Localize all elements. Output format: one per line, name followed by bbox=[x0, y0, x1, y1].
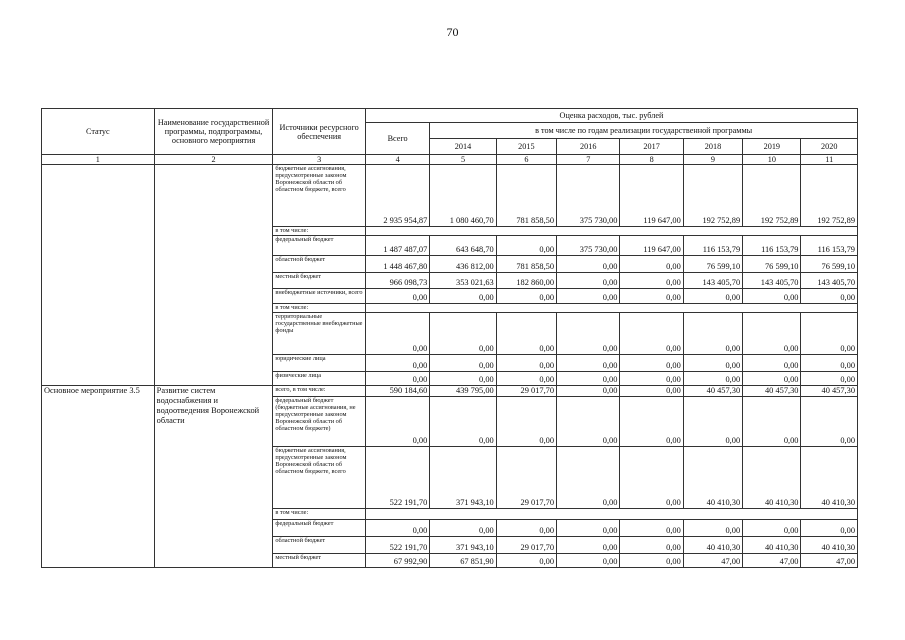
value-cell: 0,00 bbox=[620, 256, 683, 273]
header-sources: Источники ресурсного обеспечения bbox=[273, 109, 366, 155]
value-cell: 522 191,70 bbox=[365, 537, 429, 554]
value-cell: 0,00 bbox=[557, 386, 620, 397]
value-cell: 371 943,10 bbox=[430, 447, 496, 509]
value-cell: 0,00 bbox=[557, 355, 620, 372]
value-cell: 29 017,70 bbox=[496, 386, 556, 397]
value-cell: 781 858,50 bbox=[496, 256, 556, 273]
value-cell: 67 851,90 bbox=[430, 554, 496, 568]
value-cell: 0,00 bbox=[430, 355, 496, 372]
column-number: 10 bbox=[743, 155, 801, 165]
value-cell: 0,00 bbox=[683, 520, 742, 537]
value-cell: 29 017,70 bbox=[496, 447, 556, 509]
source-cell: областной бюджет bbox=[273, 537, 366, 554]
value-cell: 0,00 bbox=[496, 554, 556, 568]
source-cell: федеральный бюджет bbox=[273, 520, 366, 537]
value-cell: 0,00 bbox=[743, 313, 801, 355]
value-cell: 0,00 bbox=[620, 520, 683, 537]
column-number: 2 bbox=[154, 155, 273, 165]
value-cell: 192 752,89 bbox=[801, 165, 858, 227]
value-cell: 0,00 bbox=[496, 520, 556, 537]
column-number: 4 bbox=[365, 155, 429, 165]
value-cell: 47,00 bbox=[683, 554, 742, 568]
value-cell: 40 457,30 bbox=[683, 386, 742, 397]
header-year: 2014 bbox=[430, 139, 496, 155]
source-cell: областной бюджет bbox=[273, 256, 366, 273]
column-number: 3 bbox=[273, 155, 366, 165]
value-cell: 116 153,79 bbox=[743, 236, 801, 256]
value-cell: 143 405,70 bbox=[801, 273, 858, 289]
value-cell: 143 405,70 bbox=[743, 273, 801, 289]
value-cell: 0,00 bbox=[365, 397, 429, 447]
status-cell: Основное мероприятие 3.5 bbox=[42, 386, 155, 568]
value-cell: 0,00 bbox=[801, 355, 858, 372]
value-cell: 0,00 bbox=[496, 236, 556, 256]
value-cell: 76 599,10 bbox=[801, 256, 858, 273]
value-cell: 0,00 bbox=[683, 289, 742, 304]
empty-value-cell bbox=[365, 509, 857, 520]
value-cell: 0,00 bbox=[620, 447, 683, 509]
value-cell: 0,00 bbox=[557, 397, 620, 447]
value-cell: 116 153,79 bbox=[801, 236, 858, 256]
value-cell: 0,00 bbox=[801, 372, 858, 386]
column-number: 6 bbox=[496, 155, 556, 165]
value-cell: 0,00 bbox=[496, 372, 556, 386]
value-cell: 192 752,89 bbox=[743, 165, 801, 227]
value-cell: 0,00 bbox=[743, 355, 801, 372]
value-cell: 0,00 bbox=[557, 447, 620, 509]
value-cell: 40 457,30 bbox=[801, 386, 858, 397]
value-cell: 0,00 bbox=[430, 520, 496, 537]
source-cell: местный бюджет bbox=[273, 273, 366, 289]
value-cell: 2 935 954,87 bbox=[365, 165, 429, 227]
value-cell: 0,00 bbox=[365, 313, 429, 355]
value-cell: 371 943,10 bbox=[430, 537, 496, 554]
column-number: 7 bbox=[557, 155, 620, 165]
source-cell: бюджетные ассигнования, предусмотренные законом Воронежской области об областном бюджете, всего bbox=[273, 165, 366, 227]
value-cell: 47,00 bbox=[743, 554, 801, 568]
header-name: Наименование государственной программы, подпрограммы, основного мероприятия bbox=[154, 109, 273, 155]
value-cell: 590 184,60 bbox=[365, 386, 429, 397]
value-cell: 0,00 bbox=[743, 520, 801, 537]
value-cell: 353 021,63 bbox=[430, 273, 496, 289]
header-year: 2018 bbox=[683, 139, 742, 155]
source-cell: в том числе: bbox=[273, 227, 366, 236]
source-cell: бюджетные ассигнования, предусмотренные законом Воронежской области об областном бюджете, всего bbox=[273, 447, 366, 509]
value-cell: 0,00 bbox=[743, 397, 801, 447]
value-cell: 40 457,30 bbox=[743, 386, 801, 397]
value-cell: 0,00 bbox=[743, 372, 801, 386]
header-year: 2016 bbox=[557, 139, 620, 155]
value-cell: 0,00 bbox=[496, 397, 556, 447]
value-cell: 67 992,90 bbox=[365, 554, 429, 568]
value-cell: 0,00 bbox=[557, 520, 620, 537]
value-cell: 119 647,00 bbox=[620, 165, 683, 227]
value-cell: 0,00 bbox=[557, 372, 620, 386]
header-total: Всего bbox=[365, 123, 429, 155]
table-row bbox=[42, 165, 858, 227]
table-row bbox=[42, 386, 858, 397]
source-cell: в том числе: bbox=[273, 509, 366, 520]
value-cell: 781 858,50 bbox=[496, 165, 556, 227]
value-cell: 182 860,00 bbox=[496, 273, 556, 289]
value-cell: 116 153,79 bbox=[683, 236, 742, 256]
value-cell: 0,00 bbox=[620, 397, 683, 447]
source-cell: в том числе: bbox=[273, 304, 366, 313]
value-cell: 0,00 bbox=[743, 289, 801, 304]
value-cell: 0,00 bbox=[801, 313, 858, 355]
header-year: 2015 bbox=[496, 139, 556, 155]
value-cell: 143 405,70 bbox=[683, 273, 742, 289]
value-cell: 40 410,30 bbox=[683, 447, 742, 509]
value-cell: 0,00 bbox=[430, 397, 496, 447]
value-cell: 0,00 bbox=[801, 289, 858, 304]
value-cell: 0,00 bbox=[620, 372, 683, 386]
value-cell: 1 487 487,07 bbox=[365, 236, 429, 256]
value-cell: 522 191,70 bbox=[365, 447, 429, 509]
value-cell: 436 812,00 bbox=[430, 256, 496, 273]
value-cell: 966 098,73 bbox=[365, 273, 429, 289]
value-cell: 439 795,00 bbox=[430, 386, 496, 397]
value-cell: 192 752,89 bbox=[683, 165, 742, 227]
value-cell: 0,00 bbox=[430, 289, 496, 304]
header-estimate: Оценка расходов, тыс. рублей bbox=[365, 109, 857, 123]
value-cell: 0,00 bbox=[620, 537, 683, 554]
value-cell: 0,00 bbox=[365, 355, 429, 372]
column-number: 9 bbox=[683, 155, 742, 165]
source-cell: местный бюджет bbox=[273, 554, 366, 568]
value-cell: 40 410,30 bbox=[801, 447, 858, 509]
value-cell: 119 647,00 bbox=[620, 236, 683, 256]
value-cell: 0,00 bbox=[557, 273, 620, 289]
name-cell bbox=[154, 165, 273, 386]
value-cell: 0,00 bbox=[620, 355, 683, 372]
value-cell: 0,00 bbox=[557, 554, 620, 568]
value-cell: 0,00 bbox=[496, 355, 556, 372]
value-cell: 1 448 467,80 bbox=[365, 256, 429, 273]
value-cell: 29 017,70 bbox=[496, 537, 556, 554]
value-cell: 76 599,10 bbox=[743, 256, 801, 273]
value-cell: 0,00 bbox=[683, 355, 742, 372]
value-cell: 0,00 bbox=[430, 313, 496, 355]
value-cell: 40 410,30 bbox=[801, 537, 858, 554]
value-cell: 0,00 bbox=[496, 313, 556, 355]
value-cell: 375 730,00 bbox=[557, 165, 620, 227]
value-cell: 0,00 bbox=[557, 537, 620, 554]
header-year: 2017 bbox=[620, 139, 683, 155]
value-cell: 76 599,10 bbox=[683, 256, 742, 273]
header-year: 2020 bbox=[801, 139, 858, 155]
empty-value-cell bbox=[365, 227, 857, 236]
page-number: 70 bbox=[446, 25, 459, 39]
value-cell: 375 730,00 bbox=[557, 236, 620, 256]
value-cell: 0,00 bbox=[496, 289, 556, 304]
value-cell: 0,00 bbox=[683, 397, 742, 447]
header-year: 2019 bbox=[743, 139, 801, 155]
value-cell: 40 410,30 bbox=[743, 447, 801, 509]
value-cell: 0,00 bbox=[683, 372, 742, 386]
source-cell: юридические лица bbox=[273, 355, 366, 372]
source-cell: федеральный бюджет bbox=[273, 236, 366, 256]
header-by-years: в том числе по годам реализации государственной программы bbox=[430, 123, 858, 139]
column-number: 5 bbox=[430, 155, 496, 165]
value-cell: 643 648,70 bbox=[430, 236, 496, 256]
status-cell bbox=[42, 165, 155, 386]
header-status: Статус bbox=[42, 109, 155, 155]
value-cell: 40 410,30 bbox=[743, 537, 801, 554]
source-cell: внебюджетные источники, всего bbox=[273, 289, 366, 304]
value-cell: 0,00 bbox=[801, 520, 858, 537]
source-cell: всего, в том числе: bbox=[273, 386, 366, 397]
value-cell: 0,00 bbox=[557, 256, 620, 273]
value-cell: 0,00 bbox=[557, 289, 620, 304]
value-cell: 0,00 bbox=[365, 289, 429, 304]
value-cell: 0,00 bbox=[365, 372, 429, 386]
value-cell: 40 410,30 bbox=[683, 537, 742, 554]
value-cell: 0,00 bbox=[620, 554, 683, 568]
column-number: 8 bbox=[620, 155, 683, 165]
column-number: 11 bbox=[801, 155, 858, 165]
column-number: 1 bbox=[42, 155, 155, 165]
value-cell: 0,00 bbox=[683, 313, 742, 355]
value-cell: 0,00 bbox=[620, 273, 683, 289]
value-cell: 0,00 bbox=[801, 397, 858, 447]
value-cell: 47,00 bbox=[801, 554, 858, 568]
value-cell: 0,00 bbox=[620, 313, 683, 355]
value-cell: 0,00 bbox=[620, 289, 683, 304]
value-cell: 1 080 460,70 bbox=[430, 165, 496, 227]
value-cell: 0,00 bbox=[430, 372, 496, 386]
value-cell: 0,00 bbox=[557, 313, 620, 355]
source-cell: территориальные государственные внебюджетные фонды bbox=[273, 313, 366, 355]
name-cell: Развитие систем водоснабжения и водоотведения Воронежской области bbox=[154, 386, 273, 568]
source-cell: федеральный бюджет (бюджетные ассигнования, не предусмотренные законом Воронежской области об областном бюджете) bbox=[273, 397, 366, 447]
empty-value-cell bbox=[365, 304, 857, 313]
expenditure-table bbox=[41, 108, 858, 568]
value-cell: 0,00 bbox=[365, 520, 429, 537]
table-body bbox=[42, 165, 858, 568]
value-cell: 0,00 bbox=[620, 386, 683, 397]
source-cell: физические лица bbox=[273, 372, 366, 386]
